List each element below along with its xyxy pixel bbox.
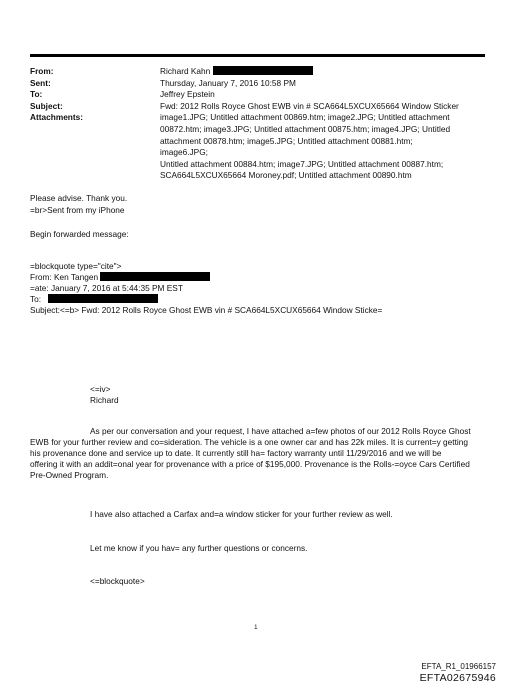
forwarded-line: =blockquote type="cite"> xyxy=(30,261,122,271)
forwarded-from: From: Ken Tangen xyxy=(30,272,210,283)
footer-id-large: EFTA02675946 xyxy=(419,672,496,684)
greeting: Richard xyxy=(90,395,119,405)
forwarded-date: =ate: January 7, 2016 at 5:44:35 PM EST xyxy=(30,283,183,293)
sent-value: Thursday, January 7, 2016 10:58 PM xyxy=(160,77,296,88)
email-header xyxy=(30,66,490,182)
subject-row xyxy=(30,101,490,113)
redaction-box xyxy=(213,66,313,75)
paragraph: I have also attached a Carfax and=a window sticker for your further review as well. xyxy=(90,509,393,519)
forwarded-subject: Subject:<=b> Fwd: 2012 Rolls Royce Ghost EWB vin # SCA664L5XCUX65664 Window Sticke= xyxy=(30,305,383,315)
body-line: =br>Sent from my iPhone xyxy=(30,205,125,215)
redaction-box xyxy=(48,294,158,303)
div-tag: <=iv> xyxy=(90,384,111,394)
attachments-line: attachment 00878.htm; image5.JPG; Untitled attachment 00881.htm; image6.JPG; xyxy=(160,135,413,158)
subject-value: Fwd: 2012 Rolls Royce Ghost EWB vin # SCA664L5XCUX65664 Window Sticker xyxy=(160,100,459,111)
header-rule xyxy=(30,54,485,57)
attachments-line: SCA664L5XCUX65664 Moroney.pdf; Untitled attachment 00890.htm xyxy=(160,170,412,181)
forwarded-to: To: xyxy=(30,294,158,305)
paragraph-line: offering it with an addit=onal year for provenance with a price of $195,000. Provenance is the Rolls-=oyce Cars Certified xyxy=(30,459,470,469)
body-line: Begin forwarded message: xyxy=(30,229,129,239)
paragraph: Let me know if you hav= any further questions or concerns. xyxy=(90,543,308,553)
to-label: To: xyxy=(30,89,43,100)
attachments-list xyxy=(160,112,462,182)
paragraph-line: EWB for your further review and co=sideration. The vehicle is a one owner car and has 22k miles. It is current=y getting xyxy=(30,437,468,447)
attachments-line: 00872.htm; image3.JPG; Untitled attachment 00875.htm; image4.JPG; Untitled xyxy=(160,123,451,134)
sent-label: Sent: xyxy=(30,77,51,88)
paragraph-line: As per our conversation and your request, I have attached a=few photos of our 2012 Rolls Royce Ghost xyxy=(90,426,471,436)
end-tag: <=blockquote> xyxy=(90,576,145,586)
body-line: Please advise. Thank you. xyxy=(30,193,128,203)
attachments-line: image1.JPG; Untitled attachment 00869.htm; image2.JPG; Untitled attachment xyxy=(160,112,450,123)
paragraph-line: his provenance done and service up to date. It currently still ha= factory warranty until 11/29/2016 and we will be xyxy=(30,448,442,458)
redaction-box xyxy=(100,272,210,281)
attachments-line: Untitled attachment 00884.htm; image7.JPG; Untitled attachment 00887.htm; xyxy=(160,158,444,169)
from-label: From: xyxy=(30,66,54,76)
from-value: Richard Kahn xyxy=(160,66,211,76)
from-row xyxy=(30,66,490,78)
to-row xyxy=(30,89,490,101)
footer-id-small: EFTA_R1_01966157 xyxy=(421,662,496,671)
to-value: Jeffrey Epstein xyxy=(160,89,215,100)
attachments-row xyxy=(30,112,490,182)
subject-label: Subject: xyxy=(30,100,63,111)
paragraph-line: Pre-Owned Program. xyxy=(30,470,109,480)
attachments-label: Attachments: xyxy=(30,112,84,123)
sent-row xyxy=(30,78,490,90)
page-number: 1 xyxy=(254,624,258,631)
